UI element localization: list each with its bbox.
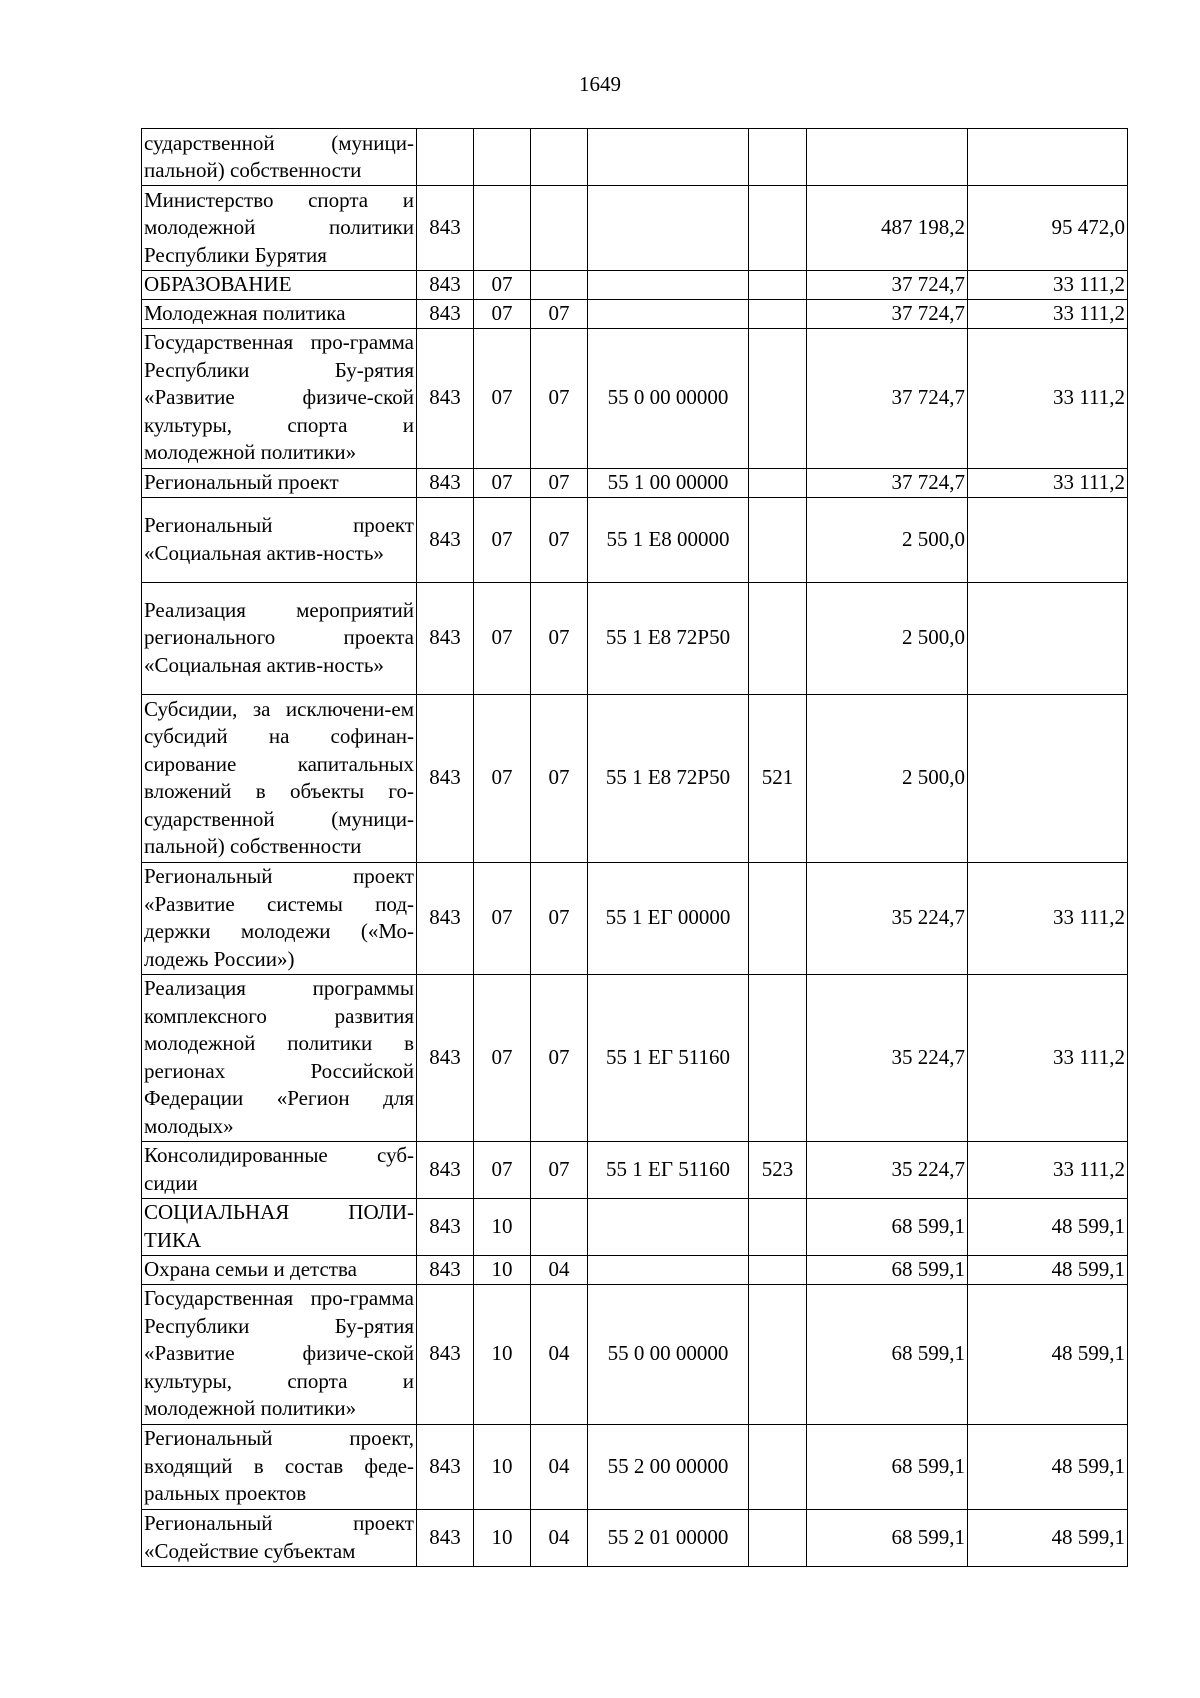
row-subsection-code [531,186,588,271]
row-ministry-code: 843 [417,1141,474,1198]
budget-table-body [142,129,1128,1567]
row-target-article: 55 2 00 00000 [588,1424,749,1509]
row-name: Региональный проект «Развитие системы под-держки молодежи («Мо-лодежь России») [142,862,417,974]
table-row [142,1141,1128,1198]
row-ministry-code: 843 [417,862,474,974]
row-ministry-code: 843 [417,1198,474,1255]
row-subsection-code: 07 [531,694,588,862]
row-ministry-code: 843 [417,1509,474,1566]
row-sum-year2: 48 599,1 [968,1255,1128,1284]
row-expense-type [749,186,807,271]
row-subsection-code: 07 [531,862,588,974]
row-name: Государственная про-грамма Республики Бу-рятия «Развитие физиче-ской культуры, спорта и молодежной политики» [142,1284,417,1424]
row-expense-type [749,862,807,974]
row-expense-type [749,328,807,468]
row-name: Консолидированные суб-сидии [142,1141,417,1198]
row-subsection-code: 07 [531,468,588,497]
table-row [142,582,1128,694]
row-name: сударственной (муници-пальной) собственности [142,129,417,186]
row-section-code: 07 [474,328,531,468]
row-ministry-code [417,129,474,186]
row-target-article: 55 1 Е8 00000 [588,497,749,582]
row-name: Субсидии, за исключени-ем субсидий на софинан-сирование капитальных вложений в объекты го-сударственной (муници-пальной) собственности [142,694,417,862]
row-sum-year2: 33 111,2 [968,271,1128,300]
row-section-code: 10 [474,1198,531,1255]
table-row [142,271,1128,300]
page-number: 1649 [579,72,621,96]
row-ministry-code: 843 [417,271,474,300]
row-target-article [588,1255,749,1284]
row-name: Охрана семьи и детства [142,1255,417,1284]
table-row [142,497,1128,582]
table-row [142,694,1128,862]
row-sum-year2: 48 599,1 [968,1424,1128,1509]
row-target-article [588,1198,749,1255]
row-subsection-code [531,271,588,300]
row-subsection-code: 07 [531,974,588,1141]
row-name: Региональный проект [142,468,417,497]
row-section-code: 10 [474,1509,531,1566]
table-row [142,186,1128,271]
row-name: СОЦИАЛЬНАЯ ПОЛИ-ТИКА [142,1198,417,1255]
row-target-article: 55 1 ЕГ 51160 [588,974,749,1141]
row-subsection-code: 04 [531,1509,588,1566]
row-ministry-code: 843 [417,694,474,862]
row-section-code: 07 [474,271,531,300]
row-section-code: 07 [474,862,531,974]
row-name: Министерство спорта и молодежной политики Республики Бурятия [142,186,417,271]
row-name: Реализация программы комплексного развития молодежной политики в регионах Российской Федерации «Регион для молодых» [142,974,417,1141]
row-expense-type [749,497,807,582]
row-sum-year2: 33 111,2 [968,974,1128,1141]
row-sum-year2 [968,694,1128,862]
row-sum-year2: 48 599,1 [968,1509,1128,1566]
row-target-article: 55 0 00 00000 [588,1284,749,1424]
row-expense-type [749,468,807,497]
row-section-code [474,186,531,271]
table-row [142,300,1128,329]
row-sum-year2: 33 111,2 [968,862,1128,974]
row-section-code: 07 [474,468,531,497]
row-sum-year2: 33 111,2 [968,300,1128,329]
row-expense-type: 521 [749,694,807,862]
row-target-article: 55 0 00 00000 [588,328,749,468]
row-expense-type: 523 [749,1141,807,1198]
row-target-article: 55 1 Е8 72Р50 [588,694,749,862]
row-sum-year1: 68 599,1 [807,1509,968,1566]
row-section-code [474,129,531,186]
row-name: Молодежная политика [142,300,417,329]
table-row [142,1198,1128,1255]
row-target-article [588,300,749,329]
row-ministry-code: 843 [417,974,474,1141]
row-expense-type [749,1284,807,1424]
row-expense-type [749,1198,807,1255]
row-ministry-code: 843 [417,328,474,468]
row-target-article: 55 1 ЕГ 51160 [588,1141,749,1198]
budget-table [141,128,1128,1567]
row-sum-year1: 68 599,1 [807,1198,968,1255]
row-subsection-code: 04 [531,1424,588,1509]
row-expense-type [749,1255,807,1284]
row-sum-year1: 68 599,1 [807,1255,968,1284]
table-row [142,328,1128,468]
row-subsection-code: 04 [531,1284,588,1424]
row-subsection-code: 07 [531,497,588,582]
table-row [142,1509,1128,1566]
table-row [142,1284,1128,1424]
row-sum-year1: 37 724,7 [807,271,968,300]
row-sum-year1: 68 599,1 [807,1284,968,1424]
row-sum-year1: 35 224,7 [807,862,968,974]
row-ministry-code: 843 [417,1255,474,1284]
table-row [142,1424,1128,1509]
row-name: Региональный проект, входящий в состав феде-ральных проектов [142,1424,417,1509]
row-subsection-code: 07 [531,300,588,329]
table-row [142,974,1128,1141]
row-subsection-code: 07 [531,582,588,694]
row-subsection-code [531,1198,588,1255]
row-expense-type [749,1424,807,1509]
row-name: ОБРАЗОВАНИЕ [142,271,417,300]
row-subsection-code: 04 [531,1255,588,1284]
row-sum-year2 [968,582,1128,694]
row-expense-type [749,129,807,186]
row-expense-type [749,300,807,329]
table-row [142,862,1128,974]
row-sum-year2: 33 111,2 [968,1141,1128,1198]
row-sum-year2: 48 599,1 [968,1284,1128,1424]
row-sum-year2 [968,497,1128,582]
row-expense-type [749,271,807,300]
row-ministry-code: 843 [417,1424,474,1509]
row-ministry-code: 843 [417,300,474,329]
row-target-article [588,186,749,271]
row-target-article [588,129,749,186]
row-section-code: 07 [474,582,531,694]
row-sum-year2: 33 111,2 [968,328,1128,468]
row-sum-year1: 487 198,2 [807,186,968,271]
row-ministry-code: 843 [417,582,474,694]
row-section-code: 10 [474,1284,531,1424]
row-section-code: 07 [474,974,531,1141]
row-target-article [588,271,749,300]
row-sum-year1: 37 724,7 [807,300,968,329]
row-sum-year2: 95 472,0 [968,186,1128,271]
table-row [142,129,1128,186]
row-sum-year1: 35 224,7 [807,1141,968,1198]
row-section-code: 07 [474,1141,531,1198]
row-sum-year1: 2 500,0 [807,497,968,582]
row-sum-year2 [968,129,1128,186]
row-ministry-code: 843 [417,497,474,582]
row-sum-year2: 48 599,1 [968,1198,1128,1255]
row-sum-year2: 33 111,2 [968,468,1128,497]
row-sum-year1: 2 500,0 [807,582,968,694]
row-sum-year1: 35 224,7 [807,974,968,1141]
row-expense-type [749,1509,807,1566]
row-target-article: 55 1 00 00000 [588,468,749,497]
row-sum-year1: 2 500,0 [807,694,968,862]
table-row [142,468,1128,497]
row-expense-type [749,582,807,694]
row-subsection-code: 07 [531,1141,588,1198]
row-target-article: 55 1 Е8 72Р50 [588,582,749,694]
row-subsection-code: 07 [531,328,588,468]
row-name: Региональный проект «Содействие субъектам [142,1509,417,1566]
row-section-code: 10 [474,1424,531,1509]
row-section-code: 07 [474,300,531,329]
row-name: Реализация мероприятий регионального проекта «Социальная актив-ность» [142,582,417,694]
row-ministry-code: 843 [417,468,474,497]
row-sum-year1: 68 599,1 [807,1424,968,1509]
row-ministry-code: 843 [417,186,474,271]
row-target-article: 55 2 01 00000 [588,1509,749,1566]
row-sum-year1 [807,129,968,186]
row-sum-year1: 37 724,7 [807,328,968,468]
row-sum-year1: 37 724,7 [807,468,968,497]
row-name: Региональный проект «Социальная актив-ность» [142,497,417,582]
row-section-code: 07 [474,497,531,582]
row-section-code: 10 [474,1255,531,1284]
row-section-code: 07 [474,694,531,862]
row-ministry-code: 843 [417,1284,474,1424]
row-expense-type [749,974,807,1141]
row-subsection-code [531,129,588,186]
table-row [142,1255,1128,1284]
row-name: Государственная про-грамма Республики Бу-рятия «Развитие физиче-ской культуры, спорта и молодежной политики» [142,328,417,468]
row-target-article: 55 1 ЕГ 00000 [588,862,749,974]
